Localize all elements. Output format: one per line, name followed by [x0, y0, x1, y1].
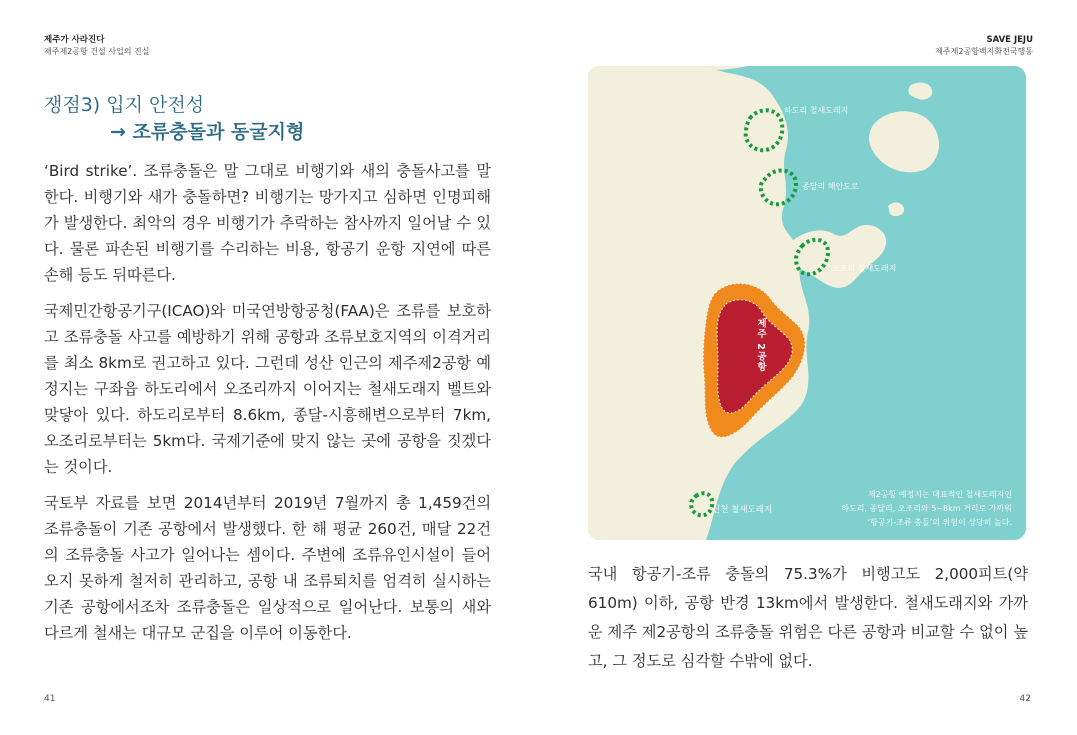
- map-illustration: [588, 66, 1026, 540]
- running-head-left: [44, 34, 149, 57]
- bird-habitat-map: [588, 66, 1026, 540]
- right-page-text: [588, 560, 1028, 676]
- campaign-subtitle: 제주제2공항백지화전국행동: [935, 47, 1033, 56]
- label-ojori: 오조리 철새도래지: [832, 264, 897, 273]
- headline-topic: → 조류충돌과 동굴지형: [110, 121, 305, 143]
- running-head-right: [935, 34, 1033, 57]
- headline-issue: 쟁점3) 입지 안전성: [44, 94, 205, 116]
- section-headline: [44, 92, 304, 146]
- map-note-line: 제2공항 예정지는 대표적인 철새도래지인: [867, 490, 1012, 499]
- label-jongdal: 종달리 해안도로: [802, 182, 859, 191]
- paragraph: 국토부 자료를 보면 2014년부터 2019년 7월까지 총 1,459건의 조류충돌이 기존 공항에서 발생했다. 한 해 평균 260건, 매달 22건의 조류충돌 사고가 일어나는 셈이다. 주변에 조류유인시설이 들어오지 못하게 철저히 관리하고, 공항 내 조류퇴치를 엄격히 실시하는 기존 공항에서조차 조류충돌은 일상적으로 일어난다. 보통의 새와 다르게 철새는 대규모 군집을 이루어 이동한다.: [44, 494, 491, 642]
- page-number-left: 41: [44, 694, 56, 704]
- map-note: [806, 488, 1012, 530]
- book-subtitle: 제주제2공항 건설 사업의 진실: [44, 47, 150, 56]
- campaign-title: SAVE JEJU: [986, 35, 1033, 45]
- body-text: [44, 158, 491, 656]
- label-hadori: 하도리 철새도래지: [784, 106, 849, 115]
- map-note-line: ‘항공기-조류 충돌’의 위험이 상당히 높다.: [867, 518, 1012, 527]
- book-title: 제주가 사라진다: [44, 35, 105, 45]
- label-sincheon: 신천 철새도래지: [712, 505, 773, 515]
- paragraph: 국제민간항공기구(ICAO)와 미국연방항공청(FAA)은 조류를 보호하고 조류충돌 사고를 예방하기 위해 공항과 조류보호지역의 이격거리를 최소 8km로 권고하고 있다. 그런데 성산 인근의 제주제2공항 예정지는 구좌읍 하도리에서 오조리까지 이어지는 철새도래지 벨트와 맞닿아 있다. 하도리로부터 8.6km, 종달-시흥해변으로부터 7km, 오조리로부터는 5km다. 국제기준에 맞지 않는 곳에 공항을 짓겠다는 것이다.: [44, 302, 491, 476]
- page-number-right: 42: [1019, 694, 1031, 704]
- map-note-line: 하도리, 종달리, 오조리와 5~8km 거리로 가까워: [841, 504, 1012, 513]
- label-airport: 제주 2공항: [755, 318, 766, 372]
- land-small-islet: [888, 203, 904, 217]
- paragraph: 국내 항공기-조류 충돌의 75.3%가 비행고도 2,000피트(약610m) 이하, 공항 반경 13km에서 발생한다. 철새도래지와 가까운 제주 제2공항의 조류충돌 위험은 다른 공항과 비교할 수 없이 높고, 그 정도로 심각할 수밖에 없다.: [588, 565, 1028, 670]
- paragraph: ‘Bird strike’. 조류충돌은 말 그대로 비행기와 새의 충돌사고를 말한다. 비행기와 새가 충돌하면? 비행기는 망가지고 심하면 인명피해가 발생한다. 최악의 경우 비행기가 추락하는 참사까지 일어날 수 있다. 물론 파손된 비행기를 수리하는 비용, 항공기 운항 지연에 따른 손해 등도 뒤따른다.: [44, 162, 491, 284]
